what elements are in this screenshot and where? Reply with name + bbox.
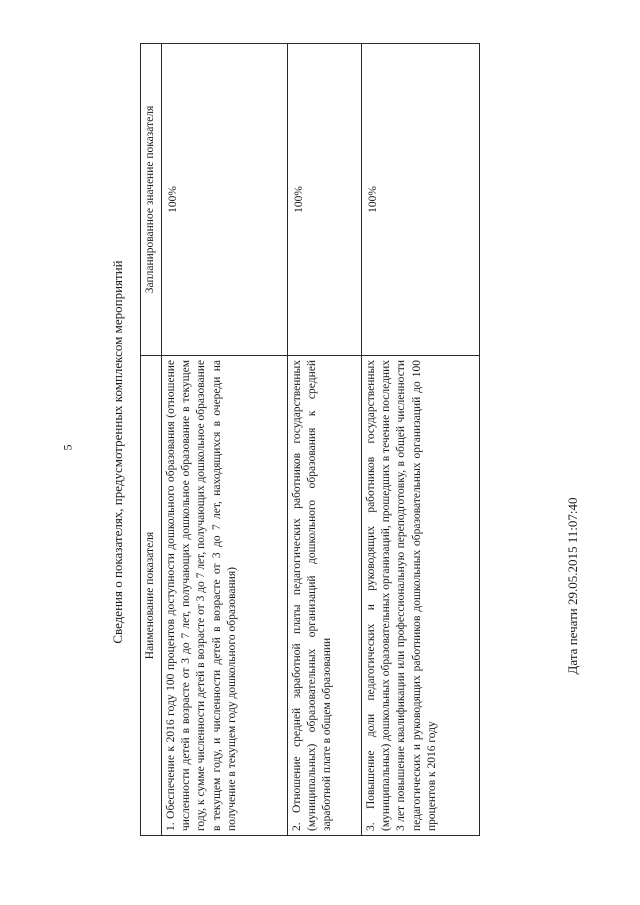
indicators-table — [140, 43, 480, 836]
table-row — [162, 44, 288, 836]
indicator-value: 100% — [288, 44, 362, 356]
column-header-name: Наименование показателя — [141, 356, 162, 836]
print-date: Дата печати 29.05.2015 11:07:40 — [565, 497, 580, 675]
indicator-name: 2. Отношение средней заработной платы педагогических работников государственных (муниципальных) образовательных организаций дошкольного образования к средней заработной плате в общем образовании — [288, 356, 362, 836]
indicators-table-container — [140, 44, 480, 836]
indicator-name: 3. Повышение доли педагогических и руководящих работников государственных (муниципальных) дошкольных образовательных организаций, прошедших в течение последних 3 лет повышение квалификации или профессиональную переподготовку, в общей численности педагогических и руководящих работников дошкольных образовательных организаций до 100 процентов к 2016 году — [362, 356, 480, 836]
indicator-value: 100% — [162, 44, 288, 356]
column-header-value: Запланированное значение показателя — [141, 44, 162, 356]
table-header-row — [141, 44, 162, 836]
table-heading: Сведения о показателях, предусмотренных комплексом мероприятий — [110, 260, 125, 644]
table-row — [288, 44, 362, 836]
indicator-value: 100% — [362, 44, 480, 356]
table-row — [362, 44, 480, 836]
indicator-name: 1. Обеспечение к 2016 году 100 процентов доступности дошкольного образования (отношение численности детей в возрасте от 3 до 7 лет, получающих дошкольное образование в текущем году, к сумме численности детей в возрасте от 3 до 7 лет, получающих дошкольное образование в текущем году, и численности детей в возрасте от 3 до 7 лет, находящихся в очереди на получение в текущем году дошкольного образования) — [162, 356, 288, 836]
page-number: 5 — [60, 444, 75, 451]
